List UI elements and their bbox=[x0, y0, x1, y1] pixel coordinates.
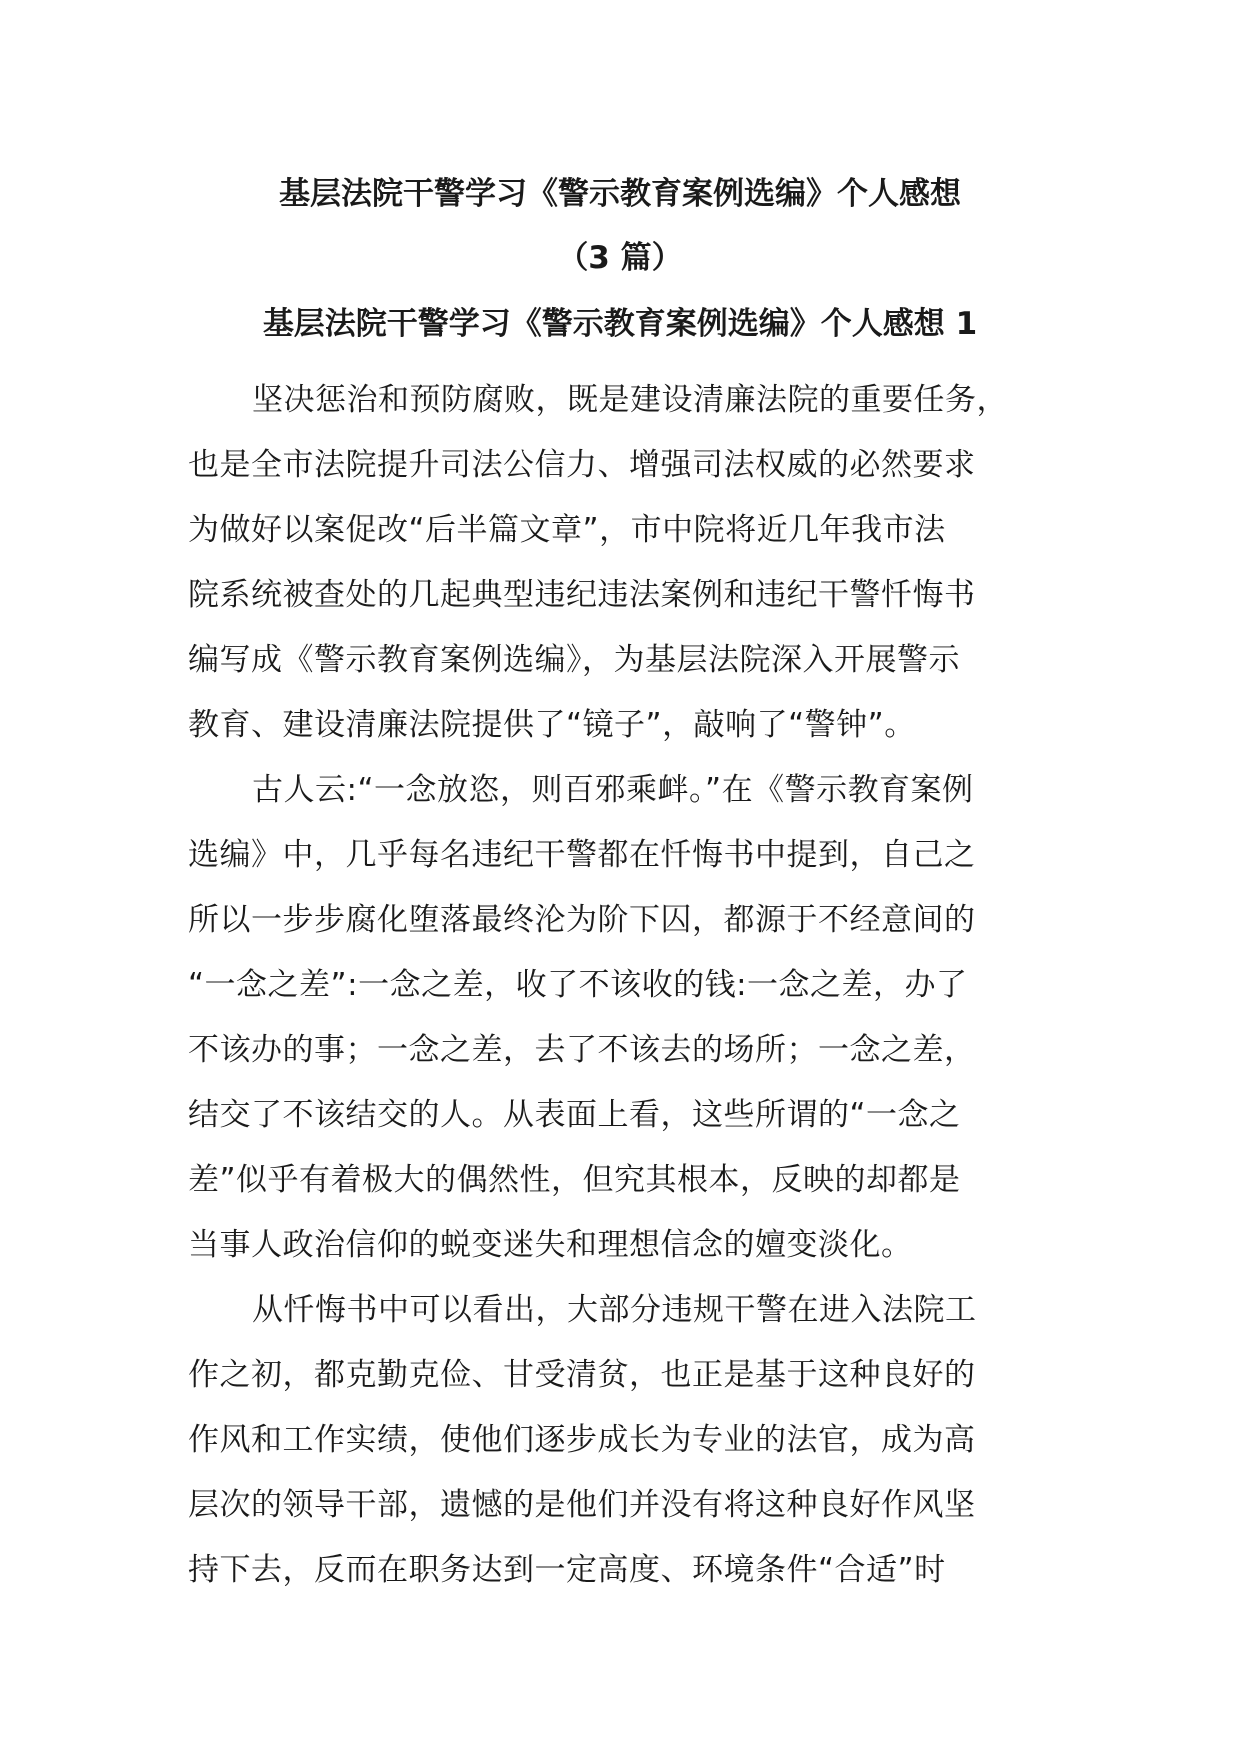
text-line: 当事人政治信仰的蜕变迷失和理想信念的嬗变淡化。 bbox=[188, 1227, 913, 1263]
document-title: 基层法院干警学习《警示教育案例选编》个人感想 bbox=[279, 176, 961, 212]
text-line: 结交了不该结交的人。从表面上看，这些所谓的“一念之 bbox=[188, 1097, 961, 1133]
text-line: 院系统被查处的几起典型违纪违法案例和违纪干警忏悔书 bbox=[188, 577, 976, 613]
text-line: 教育、建设清廉法院提供了“镜子”，敲响了“警钟”。 bbox=[188, 707, 916, 743]
text-line: 古人云:“一念放恣，则百邪乘衅。”在《警示教育案例 bbox=[252, 772, 974, 808]
text-line: 持下去，反而在职务达到一定高度、环境条件“合适”时 bbox=[188, 1552, 946, 1588]
document-title-count: （3 篇） bbox=[557, 240, 683, 276]
paragraph-1 bbox=[188, 368, 1088, 758]
paragraph-3 bbox=[188, 1278, 1088, 1603]
paragraph-2 bbox=[188, 758, 1088, 1278]
text-line: 选编》中，几乎每名违纪干警都在忏悔书中提到，自己之 bbox=[188, 837, 976, 873]
text-line: 层次的领导干部，遗憾的是他们并没有将这种良好作风坚 bbox=[188, 1487, 976, 1523]
text-line: 编写成《警示教育案例选编》，为基层法院深入开展警示 bbox=[188, 642, 960, 678]
text-line: 为做好以案促改“后半篇文章”，市中院将近几年我市法 bbox=[188, 512, 946, 548]
text-line: 作之初，都克勤克俭、甘受清贫，也正是基于这种良好的 bbox=[188, 1357, 976, 1393]
text-line: 作风和工作实绩，使他们逐步成长为专业的法官，成为高 bbox=[188, 1422, 976, 1458]
text-line: 坚决惩治和预防腐败，既是建设清廉法院的重要任务， bbox=[252, 382, 1008, 418]
text-line: 差”似乎有着极大的偶然性，但究其根本，反映的却都是 bbox=[188, 1162, 961, 1198]
document-body bbox=[188, 368, 1088, 1603]
text-line: 不该办的事；一念之差，去了不该去的场所；一念之差， bbox=[188, 1032, 976, 1068]
text-line: 所以一步步腐化堕落最终沦为阶下囚，都源于不经意间的 bbox=[188, 902, 976, 938]
text-line: 从忏悔书中可以看出，大部分违规干警在进入法院工 bbox=[252, 1292, 977, 1328]
text-line: 也是全市法院提升司法公信力、增强司法权威的必然要求 bbox=[188, 447, 976, 483]
text-line: “一念之差”:一念之差，收了不该收的钱:一念之差，办了 bbox=[188, 967, 968, 1003]
section-heading: 基层法院干警学习《警示教育案例选编》个人感想 1 bbox=[262, 306, 978, 342]
